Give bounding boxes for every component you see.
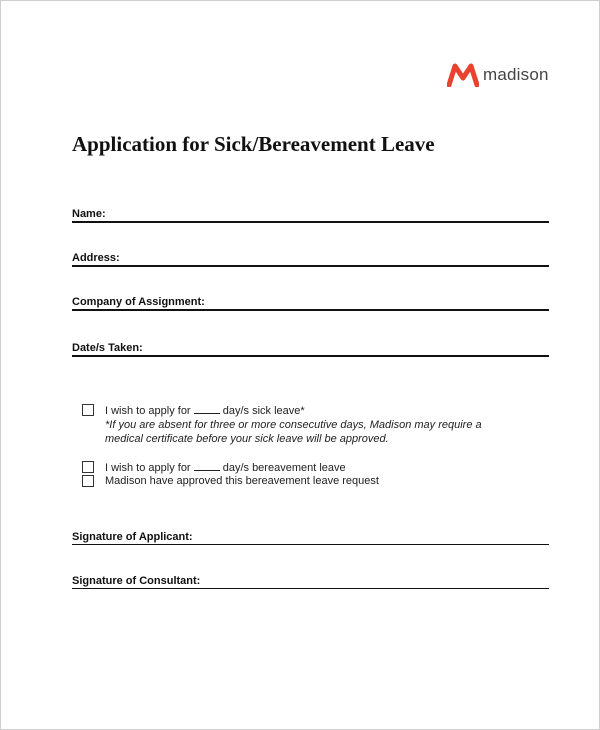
bereavement-days-blank[interactable] <box>194 460 220 471</box>
sick-note-line-1: *If you are absent for three or more consecutive days, Madison may require a <box>105 419 482 431</box>
sick-leave-text <box>105 403 305 418</box>
consultant-signature-field[interactable] <box>72 571 549 589</box>
applicant-signature-field[interactable] <box>72 527 549 545</box>
page-title: Application for Sick/Bereavement Leave <box>72 132 435 156</box>
madison-logo <box>447 63 549 87</box>
bereavement-leave-prefix: I wish to apply for <box>105 462 191 474</box>
sick-leave-checkbox[interactable] <box>82 404 94 416</box>
company-field[interactable] <box>72 292 549 311</box>
madison-m-logo-icon <box>447 63 479 87</box>
brand-name: madison <box>483 65 549 84</box>
address-field[interactable] <box>72 248 549 267</box>
approved-option <box>82 474 379 488</box>
bereavement-leave-suffix: day/s bereavement leave <box>222 462 346 474</box>
dates-taken-field[interactable] <box>72 338 549 357</box>
sick-leave-suffix: day/s sick leave* <box>222 405 305 417</box>
bereavement-leave-option <box>82 460 346 475</box>
sick-note-line-2: medical certificate before your sick leave will be approved. <box>105 433 389 445</box>
approved-checkbox[interactable] <box>82 475 94 487</box>
approved-text: Madison have approved this bereavement leave request <box>105 475 379 487</box>
applicant-signature-label: Signature of Applicant: <box>72 531 193 543</box>
name-label: Name: <box>72 208 106 220</box>
name-field[interactable] <box>72 204 549 223</box>
bereavement-leave-checkbox[interactable] <box>82 461 94 473</box>
sick-leave-option <box>82 403 305 418</box>
sick-leave-prefix: I wish to apply for <box>105 405 191 417</box>
consultant-signature-label: Signature of Consultant: <box>72 575 201 587</box>
company-label: Company of Assignment: <box>72 296 205 308</box>
dates-taken-label: Date/s Taken: <box>72 342 143 354</box>
bereavement-leave-text <box>105 460 346 475</box>
address-label: Address: <box>72 252 120 264</box>
sick-days-blank[interactable] <box>194 403 220 414</box>
sick-leave-note <box>105 418 482 446</box>
